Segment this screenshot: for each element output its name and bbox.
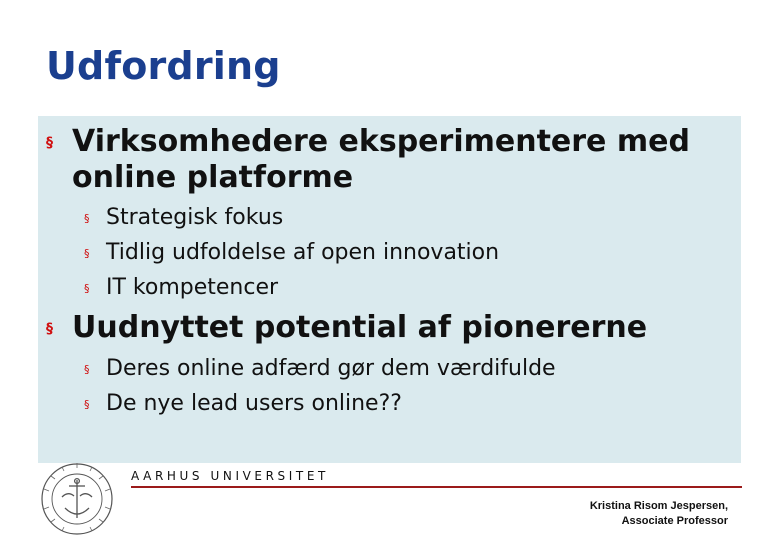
bullet-text: IT kompetencer bbox=[106, 275, 279, 300]
bullet-text: Uudnyttet potential af pionererne bbox=[72, 310, 648, 345]
bullet-level1 bbox=[46, 310, 647, 346]
bullet-marker: § bbox=[84, 363, 90, 376]
bullet-marker: § bbox=[84, 212, 90, 225]
author-credit bbox=[590, 499, 728, 529]
bullet-text: Deres online adfærd gør dem værdifulde bbox=[106, 356, 556, 381]
bullet-marker: § bbox=[46, 321, 53, 337]
bullet-level2 bbox=[84, 391, 402, 417]
slide-title: Udfordring bbox=[46, 44, 281, 88]
bullet-marker: § bbox=[46, 135, 53, 151]
bullet-marker: § bbox=[84, 398, 90, 411]
author-name: Kristina Risom Jespersen, bbox=[589, 500, 728, 512]
bullet-text: Tidlig udfoldelse af open innovation bbox=[106, 240, 500, 265]
bullet-text-line: online platforme bbox=[72, 160, 354, 195]
bullet-level1 bbox=[46, 124, 690, 196]
university-name: AARHUS UNIVERSITET bbox=[131, 469, 329, 483]
bullet-level2 bbox=[84, 205, 283, 231]
bullet-text-line: Virksomhedere eksperimentere med bbox=[72, 124, 690, 159]
author-title: Associate Professor bbox=[621, 515, 728, 527]
bullet-level2 bbox=[84, 356, 556, 382]
bullet-level2 bbox=[84, 240, 499, 266]
bullet-text: De nye lead users online?? bbox=[106, 391, 402, 416]
bullet-marker: § bbox=[84, 282, 90, 295]
bullet-text: Strategisk fokus bbox=[106, 205, 284, 230]
bullet-level2 bbox=[84, 275, 278, 301]
bullet-marker: § bbox=[84, 247, 90, 260]
footer-divider bbox=[131, 486, 742, 488]
university-seal-icon bbox=[38, 460, 116, 538]
